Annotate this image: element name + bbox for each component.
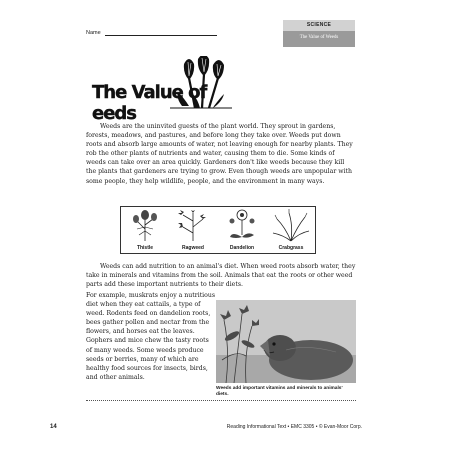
weed-illustration-strip	[120, 206, 316, 254]
muskrat-photo-image	[216, 300, 356, 383]
photo-caption: Weeds add important vitamins and minerals to animals' diets.	[216, 386, 343, 397]
thistle-icon	[121, 207, 169, 243]
footer-credit: Reading Informational Text • EMC 3305 • © Evan-Moor Corp.	[226, 424, 362, 430]
weed-crabgrass	[267, 207, 315, 253]
section-tab	[283, 20, 355, 47]
weed-label: Thistle	[136, 245, 154, 251]
crabgrass-icon	[267, 207, 315, 243]
dandelion-icon	[218, 207, 266, 243]
ragweed-icon	[169, 207, 217, 243]
paragraph-2: Weeds can add nutrition to an animal's diet. When weed roots absorb water, they take in minerals and vitamins from the soil. Animals that eat the roots or other weed parts add these important nutrients to their diets.	[86, 263, 356, 289]
paragraph-1: Weeds are the uninvited guests of the plant world. They sprout in gardens, forests, meadows, and pastures, and before long they take over. Weeds put down roots and absorb large amounts of water, not leaving enough for nearby plants. They rob the other plants of nutrients and water, causing them to die. Some kinds of weeds can take over an area quickly. Gardeners don't like weeds because they kill the plants that gardeners are trying to grow. Even though weeds are unpopular with some people, they help wildlife, people, and the environment in many ways.	[86, 123, 353, 185]
topic-label: The Value of Weeds	[299, 35, 339, 40]
paragraph-3: For example, muskrats enjoy a nutritious diet when they eat cattails, a type of weed. Rodents feed on dandelion roots, bees gather pollen and nectar from the flowers, and horses eat the leaves. Gophers and mice chew the tasty roots of many weeds. Some weeds produce seeds or berries, many of which are healthy food sources for insects, birds, and other animals.	[86, 292, 216, 381]
page-number: 14	[50, 424, 57, 430]
page-title	[92, 56, 272, 124]
title-part-1: The Value of	[92, 82, 207, 103]
name-label: Name	[86, 30, 101, 36]
section-label: SCIENCE	[283, 20, 355, 31]
name-blank-line	[105, 30, 217, 36]
name-row	[86, 30, 217, 36]
weed-thistle	[121, 207, 169, 253]
dotted-divider	[86, 400, 356, 401]
weed-dandelion	[218, 207, 266, 253]
weed-ragweed	[169, 207, 217, 253]
muskrat-photo	[216, 300, 356, 383]
title-part-2: eeds	[92, 103, 137, 124]
weed-label: Crabgrass	[278, 245, 304, 251]
weed-label: Ragweed	[182, 245, 204, 251]
weed-label: Dandelion	[229, 245, 255, 251]
